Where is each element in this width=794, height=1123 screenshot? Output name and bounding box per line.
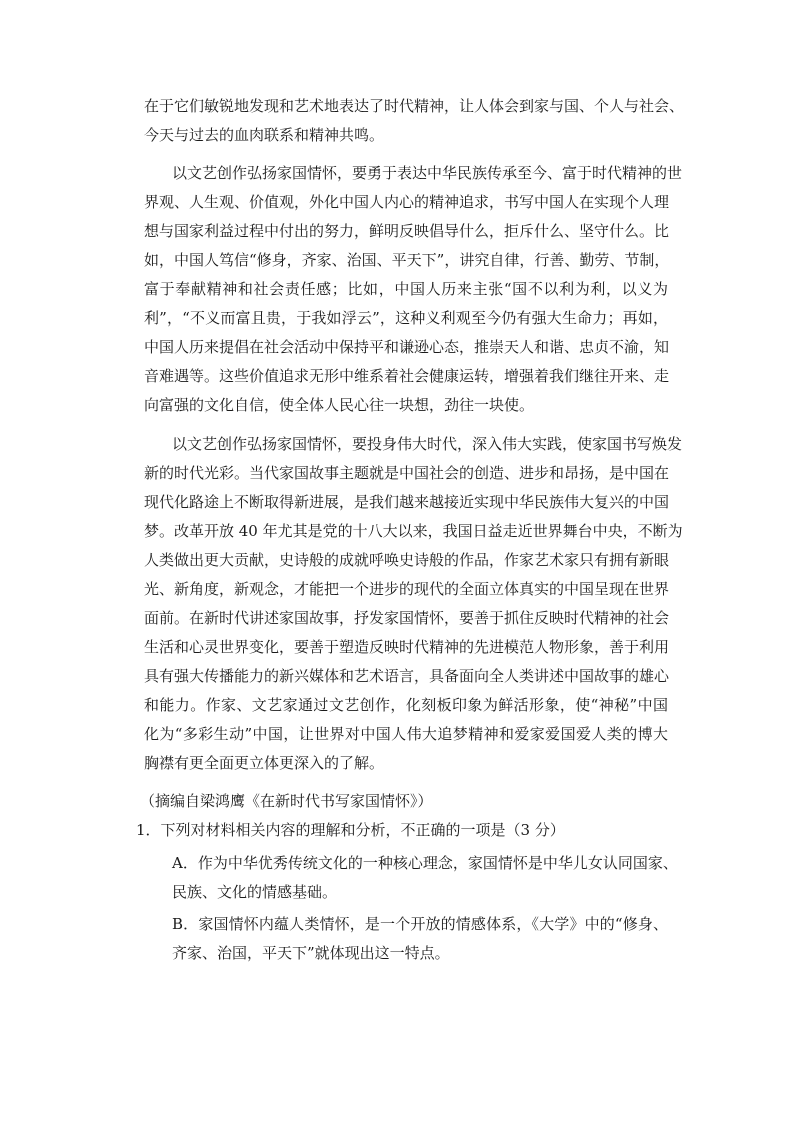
paragraph-line: 富于奉献精神和社会责任感；比如，中国人历来主张“国不以利为利，以义为 <box>144 280 668 298</box>
paragraph-line: 新的时代光彩。当代家国故事主题就是中国社会的创造、进步和昂扬，是中国在 <box>144 464 670 482</box>
paragraph-line: 具有强大传播能力的新兴媒体和艺术语言，具备面向全人类讲述中国故事的雄心 <box>144 667 670 685</box>
option-a-line: A．作为中华优秀传统文化的一种核心理念，家国情怀是中华儿女认同国家、 <box>172 854 678 872</box>
paragraph-line: 如，中国人笃信“修身，齐家、治国、平天下”，讲究自律，行善、勤劳、节制， <box>144 251 670 269</box>
question-stem: 1．下列对材料相关内容的理解和分析，不正确的一项是（3 分） <box>136 821 565 839</box>
paragraph-line: 在于它们敏锐地发现和艺术地表达了时代精神，让人体会到家与国、个人与社会、 <box>144 97 685 115</box>
paragraph-line: 界观、人生观、价值观，外化中国人内心的精神追求，书写中国人在实现个人理 <box>144 193 670 211</box>
paragraph-line: 光、新角度，新观念，才能把一个进步的现代的全面立体真实的中国呈现在世界 <box>144 580 670 598</box>
paragraph-line: 今天与过去的血肉联系和精神共鸣。 <box>144 126 385 144</box>
paragraph-line: 梦。改革开放 40 年尤其是党的十八大以来，我国日益走近世界舞台中央，不断为 <box>144 522 683 540</box>
option-a-line: 民族、文化的情感基础。 <box>172 883 338 901</box>
paragraph-line: 向富强的文化自信，使全体人民心往一块想，劲往一块使。 <box>144 396 535 414</box>
paragraph-line: 化为“多彩生动”中国，让世界对中国人伟大追梦精神和爱家爱国爱人类的博大 <box>144 725 668 743</box>
source-citation: （摘编自梁鸿鹰《在新时代书写家国情怀》） <box>140 792 433 810</box>
paragraph-line: 现代化路途上不断取得新进展，是我们越来越接近实现中华民族伟大复兴的中国 <box>144 493 670 511</box>
paragraph-line: 中国人历来提倡在社会活动中保持平和谦逊心态，推崇天人和谐、忠贞不渝，知 <box>144 338 670 356</box>
paragraph-line: 人类做出更大贡献，史诗般的成就呼唤史诗般的作品，作家艺术家只有拥有新眼 <box>144 551 670 569</box>
paragraph-line: 音难遇等。这些价值追求无形中维系着社会健康运转，增强着我们继往开来、走 <box>144 367 670 385</box>
paragraph-line: 想与国家利益过程中付出的努力，鲜明反映倡导什么，拒斥什么、坚守什么。比 <box>144 222 670 240</box>
option-b-line: 齐家、治国，平天下”就体现出这一特点。 <box>172 944 450 962</box>
paragraph-line: 利”，“不义而富且贵，于我如浮云”，这种义利观至今仍有强大生命力；再如， <box>144 309 668 327</box>
paragraph-line: 以文艺创作弘扬家国情怀，要勇于表达中华民族传承至今、富于时代精神的世 <box>172 164 683 182</box>
paragraph-line: 以文艺创作弘扬家国情怀，要投身伟大时代，深入伟大实践，使家国书写焕发 <box>172 435 683 453</box>
paragraph-line: 和能力。作家、文艺家通过文艺创作，化刻板印象为鲜活形象，使“神秘”中国 <box>144 696 668 714</box>
paragraph-line: 面前。在新时代讲述家国故事，抒发家国情怀，要善于抓住反映时代精神的社会 <box>144 609 670 627</box>
paragraph-line: 生活和心灵世界变化，要善于塑造反映时代精神的先进模范人物形象，善于利用 <box>144 638 670 656</box>
paragraph-line: 胸襟有更全面更立体更深入的了解。 <box>144 754 385 772</box>
option-b-line: B．家国情怀内蕴人类情怀，是一个开放的情感体系，《大学》中的“修身、 <box>172 915 668 933</box>
